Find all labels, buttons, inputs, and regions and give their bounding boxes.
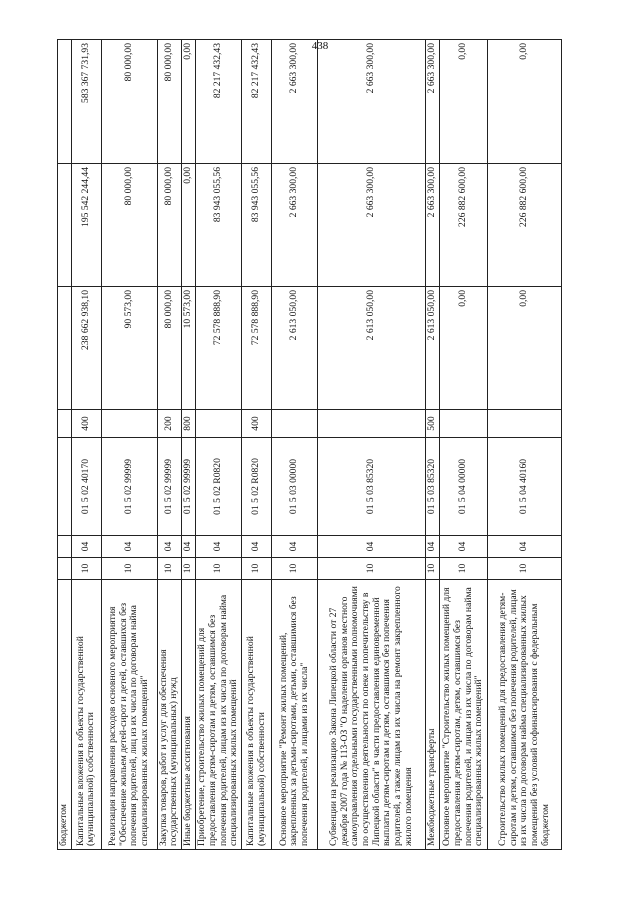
expense-type-code [272,410,318,438]
budget-table [57,39,562,850]
amount-year-1: 72 578 888,90 [196,287,242,410]
subsection-code: 04 [101,536,157,558]
subsection-code: 04 [440,536,488,558]
budget-table-body [58,40,562,850]
amount-year-3: 82 217 432,43 [242,40,272,164]
amount-year-3: 0,00 [488,40,562,164]
row-name: Закупка товаров, работ и услуг для обеспечения государственных (муниципальных) нужд [157,580,181,850]
amount-year-1: 72 578 888,90 [242,287,272,410]
amount-year-1: 2 613 050,00 [426,287,440,410]
amount-year-1: 90 573,00 [101,287,157,410]
amount-year-2: 2 663 300,00 [426,164,440,287]
amount-year-1 [58,287,72,410]
row-name: Приобретение, строительство жилых помещений для предоставления детям-сиротам и детям, оставшимся без попечения родителей, лицам из их числа по договорам найма специализированных жилых помещений [196,580,242,850]
expense-type-code [101,410,157,438]
amount-year-3: 82 217 432,43 [196,40,242,164]
expense-type-code [196,410,242,438]
amount-year-1: 238 662 938,10 [71,287,101,410]
expense-type-code [318,410,426,438]
amount-year-3: 583 367 731,93 [71,40,101,164]
expense-type-code [488,410,562,438]
row-name: бюджетом [58,580,72,850]
table-row [272,40,318,850]
table-row [488,40,562,850]
expense-type-code: 800 [182,410,196,438]
amount-year-2 [58,164,72,287]
subsection-code: 04 [157,536,181,558]
section-code: 10 [318,558,426,580]
amount-year-2: 80 000,00 [101,164,157,287]
amount-year-1: 2 613 050,00 [318,287,426,410]
amount-year-2: 0,00 [182,164,196,287]
target-article-code: 01 5 02 99999 [101,438,157,536]
amount-year-3: 80 000,00 [101,40,157,164]
amount-year-2: 80 000,00 [157,164,181,287]
amount-year-2: 2 663 300,00 [272,164,318,287]
amount-year-3: 80 000,00 [157,40,181,164]
row-name: Основное мероприятие "Ремонт жилых помещений, закрепленных за детьми-сиротами, детьми, оставшимися без попечения родителей, и лицами из их числа" [272,580,318,850]
section-code: 10 [272,558,318,580]
target-article-code: 01 5 03 85320 [426,438,440,536]
row-name: Субвенции на реализацию Закона Липецкой области от 27 декабря 2007 года № 113-ОЗ "О наделении органов местного самоуправления отдельными государственными полномочиями по осуществлению деятельности по опеке и попечительству в Липецкой области" в части предоставления единовременной выплаты детям-сиротам и детям, оставшимся без попечения родителей, а также лицам из их числа на ремонт закрепленного жилого помещения [318,580,426,850]
subsection-code: 04 [488,536,562,558]
row-name: Межбюджетные трансферты [426,580,440,850]
row-name: Основное мероприятие "Строительство жилых помещений для предоставления детям-сиротам, детям, оставшимся без попечения родителей, и лицам из их числа по договорам найма специализированных жилых помещений" [440,580,488,850]
target-article-code: 01 5 04 00000 [440,438,488,536]
rotated-table-container [57,40,557,850]
row-name: Капитальные вложения в объекты государственной (муниципальной) собственности [242,580,272,850]
section-code: 10 [157,558,181,580]
expense-type-code [440,410,488,438]
table-row [182,40,196,850]
row-name: Капитальные вложения в объекты государственной (муниципальной) собственности [71,580,101,850]
section-code: 10 [488,558,562,580]
amount-year-2: 83 943 055,56 [242,164,272,287]
target-article-code [58,438,72,536]
table-row [58,40,72,850]
section-code: 10 [440,558,488,580]
expense-type-code: 400 [71,410,101,438]
table-row [318,40,426,850]
expense-type-code: 200 [157,410,181,438]
amount-year-3 [58,40,72,164]
target-article-code: 01 5 02 R0820 [196,438,242,536]
subsection-code: 04 [272,536,318,558]
section-code: 10 [182,558,196,580]
amount-year-3: 2 663 300,00 [318,40,426,164]
target-article-code: 01 5 02 99999 [157,438,181,536]
row-name: Иные бюджетные ассигнования [182,580,196,850]
subsection-code: 04 [318,536,426,558]
subsection-code: 04 [242,536,272,558]
section-code [58,558,72,580]
section-code: 10 [196,558,242,580]
amount-year-1: 0,00 [440,287,488,410]
target-article-code: 01 5 03 00000 [272,438,318,536]
target-article-code: 01 5 04 40160 [488,438,562,536]
amount-year-2: 195 542 244,44 [71,164,101,287]
subsection-code [58,536,72,558]
target-article-code: 01 5 02 99999 [182,438,196,536]
subsection-code: 04 [426,536,440,558]
amount-year-2: 226 882 600,00 [440,164,488,287]
expense-type-code: 400 [242,410,272,438]
table-row [101,40,157,850]
page-number: 438 [311,40,329,52]
amount-year-1: 80 000,00 [157,287,181,410]
section-code: 10 [426,558,440,580]
amount-year-3: 2 663 300,00 [272,40,318,164]
expense-type-code: 500 [426,410,440,438]
amount-year-1: 10 573,00 [182,287,196,410]
section-code: 10 [71,558,101,580]
subsection-code: 04 [71,536,101,558]
table-row [440,40,488,850]
table-row [157,40,181,850]
amount-year-3: 2 663 300,00 [426,40,440,164]
expense-type-code [58,410,72,438]
table-row [242,40,272,850]
row-name: Строительство жилых помещений для предоставления детям-сиротам и детям, оставшимся без попечения родителей, лицам из их числа по договорам найма специализированных жилых помещений без условий софинансирования с федеральным бюджетом [488,580,562,850]
amount-year-3: 0,00 [440,40,488,164]
table-row [71,40,101,850]
amount-year-2: 83 943 055,56 [196,164,242,287]
subsection-code: 04 [182,536,196,558]
amount-year-1: 2 613 050,00 [272,287,318,410]
section-code: 10 [242,558,272,580]
table-row [426,40,440,850]
amount-year-3: 0,00 [182,40,196,164]
section-code: 10 [101,558,157,580]
table-row [196,40,242,850]
target-article-code: 01 5 03 85320 [318,438,426,536]
target-article-code: 01 5 02 40170 [71,438,101,536]
amount-year-2: 2 663 300,00 [318,164,426,287]
target-article-code: 01 5 02 R0820 [242,438,272,536]
amount-year-1: 0,00 [488,287,562,410]
row-name: Реализация направления расходов основного мероприятия "Обеспечение жильем детей-сирот и детей, оставшихся без попечения родителей, лиц из их числа по договорам найма специализированных жилых помещений" [101,580,157,850]
subsection-code: 04 [196,536,242,558]
amount-year-2: 226 882 600,00 [488,164,562,287]
